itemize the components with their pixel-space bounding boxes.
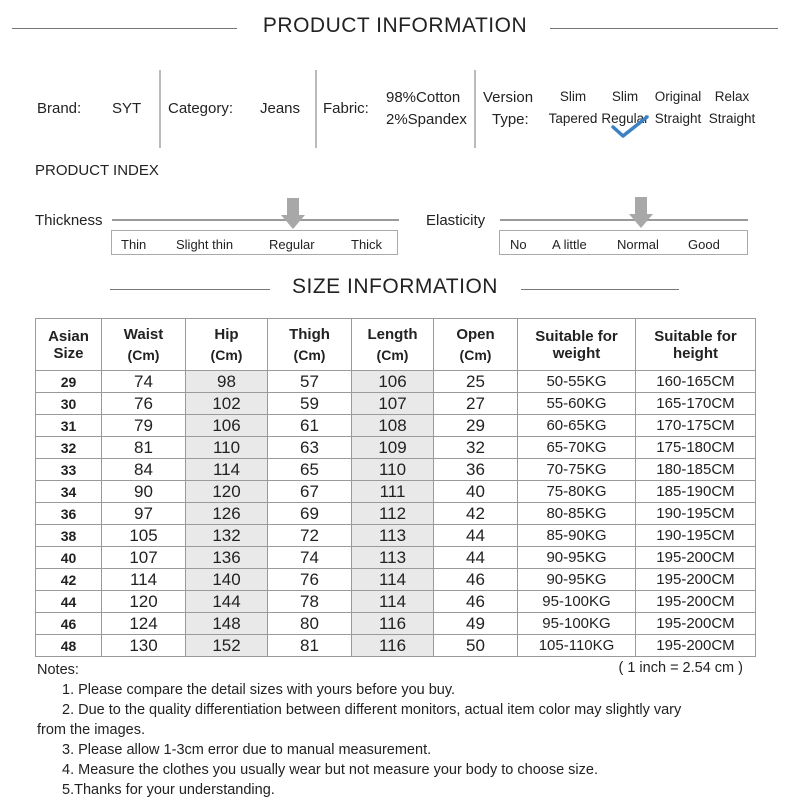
- cell-thigh: 72: [268, 525, 352, 547]
- cell-length: 110: [352, 459, 434, 481]
- cell-open: 50: [434, 635, 518, 657]
- cell-open: 29: [434, 415, 518, 437]
- cell-size: 34: [36, 481, 102, 503]
- cell-hip: 110: [186, 437, 268, 459]
- table-row: [36, 635, 756, 657]
- cell-height: 190-195CM: [636, 503, 756, 525]
- cell-waist: 76: [102, 393, 186, 415]
- cell-waist: 114: [102, 569, 186, 591]
- cell-waist: 105: [102, 525, 186, 547]
- column-header-asian-size: [36, 319, 102, 371]
- product-information-header: [0, 14, 790, 44]
- column-header-thigh: [268, 319, 352, 371]
- elasticity-option-no: No: [510, 237, 527, 252]
- fabric-line-1: 98%Cotton: [386, 89, 461, 106]
- cell-thigh: 74: [268, 547, 352, 569]
- cell-waist: 84: [102, 459, 186, 481]
- column-header-line: Open: [456, 326, 495, 343]
- cell-size: 31: [36, 415, 102, 437]
- cell-waist: 130: [102, 635, 186, 657]
- elasticity-scale-box: [499, 230, 748, 255]
- cell-hip: 132: [186, 525, 268, 547]
- cell-thigh: 67: [268, 481, 352, 503]
- category-value: Jeans: [260, 100, 301, 117]
- cell-open: 49: [434, 613, 518, 635]
- cell-height: 195-200CM: [636, 591, 756, 613]
- note-item: 5.Thanks for your understanding.: [62, 782, 275, 798]
- column-header-line: weight: [552, 344, 601, 362]
- cell-size: 48: [36, 635, 102, 657]
- version-type-slim-tapered-line-1: Slim: [559, 89, 587, 104]
- brand-value: SYT: [112, 100, 142, 117]
- cell-hip: 152: [186, 635, 268, 657]
- cell-thigh: 63: [268, 437, 352, 459]
- cell-length: 106: [352, 371, 434, 393]
- size-table: [35, 318, 756, 657]
- table-row: [36, 415, 756, 437]
- column-header-line: Thigh: [289, 326, 330, 343]
- cell-open: 44: [434, 547, 518, 569]
- cell-thigh: 65: [268, 459, 352, 481]
- version-type-original-straight-line-1: Original: [654, 89, 702, 104]
- cell-size: 46: [36, 613, 102, 635]
- cell-weight: 105-110KG: [518, 635, 636, 657]
- cell-height: 185-190CM: [636, 481, 756, 503]
- cell-height: 190-195CM: [636, 525, 756, 547]
- cell-hip: 120: [186, 481, 268, 503]
- cell-thigh: 57: [268, 371, 352, 393]
- version-label-line-2: Type:: [492, 111, 529, 128]
- version-type-slim-regular-line-1: Slim: [611, 89, 639, 104]
- cell-open: 46: [434, 591, 518, 613]
- note-item: 4. Measure the clothes you usually wear but not measure your body to choose size.: [62, 762, 598, 778]
- column-header-line: Suitable for: [654, 327, 737, 345]
- cell-open: 42: [434, 503, 518, 525]
- cell-weight: 75-80KG: [518, 481, 636, 503]
- cell-thigh: 81: [268, 635, 352, 657]
- cell-height: 195-200CM: [636, 635, 756, 657]
- cell-weight: 95-100KG: [518, 591, 636, 613]
- cell-thigh: 76: [268, 569, 352, 591]
- cell-size: 33: [36, 459, 102, 481]
- cell-open: 25: [434, 371, 518, 393]
- table-row: [36, 459, 756, 481]
- thickness-option-regular: Regular: [269, 237, 315, 252]
- column-header-unit: (Cm): [459, 347, 492, 363]
- table-row: [36, 437, 756, 459]
- note-item-continuation: from the images.: [37, 722, 145, 738]
- product-info-row: [0, 70, 790, 148]
- note-item: 3. Please allow 1-3cm error due to manual measurement.: [62, 742, 432, 758]
- cell-height: 195-200CM: [636, 569, 756, 591]
- version-type-relax-straight-line-1: Relax: [714, 89, 750, 104]
- elasticity-indicator-arrow-icon: [628, 196, 654, 230]
- cell-height: 180-185CM: [636, 459, 756, 481]
- info-divider: [315, 70, 317, 148]
- cell-waist: 74: [102, 371, 186, 393]
- cell-weight: 95-100KG: [518, 613, 636, 635]
- cell-length: 109: [352, 437, 434, 459]
- info-divider: [159, 70, 161, 148]
- cell-weight: 70-75KG: [518, 459, 636, 481]
- column-header-unit: (Cm): [127, 347, 160, 363]
- thickness-option-thin: Thin: [121, 237, 147, 252]
- elasticity-label: Elasticity: [426, 212, 486, 229]
- thickness-scale-box: [111, 230, 398, 255]
- note-item: 1. Please compare the detail sizes with yours before you buy.: [62, 682, 456, 698]
- cell-hip: 126: [186, 503, 268, 525]
- elasticity-option-normal: Normal: [617, 237, 659, 252]
- version-type-slim-regular-line-2: Regular: [601, 111, 649, 126]
- cell-hip: 140: [186, 569, 268, 591]
- cell-size: 29: [36, 371, 102, 393]
- table-row: [36, 591, 756, 613]
- cell-length: 113: [352, 547, 434, 569]
- table-row: [36, 547, 756, 569]
- thickness-option-thick: Thick: [351, 237, 383, 252]
- size-information-title: SIZE INFORMATION: [292, 275, 498, 298]
- cell-hip: 102: [186, 393, 268, 415]
- column-header-line: Length: [367, 326, 418, 343]
- size-table-header-row: [36, 319, 756, 371]
- brand-label: Brand:: [37, 100, 82, 117]
- cell-weight: 55-60KG: [518, 393, 636, 415]
- column-header-length: [352, 319, 434, 371]
- cell-length: 113: [352, 525, 434, 547]
- cell-weight: 85-90KG: [518, 525, 636, 547]
- cell-size: 40: [36, 547, 102, 569]
- cell-thigh: 78: [268, 591, 352, 613]
- column-header-open: [434, 319, 518, 371]
- cell-size: 38: [36, 525, 102, 547]
- cell-height: 165-170CM: [636, 393, 756, 415]
- version-type-slim-tapered-line-2: Tapered: [548, 111, 598, 126]
- elasticity-option-good: Good: [688, 237, 720, 252]
- cell-hip: 98: [186, 371, 268, 393]
- cell-open: 44: [434, 525, 518, 547]
- column-header-line: Asian: [48, 327, 89, 345]
- cell-open: 32: [434, 437, 518, 459]
- cell-height: 170-175CM: [636, 415, 756, 437]
- cell-weight: 65-70KG: [518, 437, 636, 459]
- cell-waist: 81: [102, 437, 186, 459]
- version-label-line-1: Version: [483, 89, 534, 106]
- cell-weight: 80-85KG: [518, 503, 636, 525]
- cell-size: 32: [36, 437, 102, 459]
- table-row: [36, 393, 756, 415]
- column-header-unit: (Cm): [376, 347, 409, 363]
- header-line-right: [550, 28, 778, 29]
- cell-weight: 90-95KG: [518, 569, 636, 591]
- note-item: 2. Due to the quality differentiation between different monitors, actual item color may slightly vary: [62, 702, 682, 718]
- cell-thigh: 69: [268, 503, 352, 525]
- column-header-weight: [518, 319, 636, 371]
- checkmark-icon: [610, 114, 650, 140]
- cell-hip: 144: [186, 591, 268, 613]
- cell-waist: 107: [102, 547, 186, 569]
- table-row: [36, 481, 756, 503]
- cell-length: 116: [352, 613, 434, 635]
- cell-hip: 136: [186, 547, 268, 569]
- elasticity-scale-line: [500, 219, 748, 221]
- version-type-original-straight-line-2: Straight: [654, 111, 702, 126]
- column-header-line: Waist: [123, 326, 164, 343]
- cell-waist: 120: [102, 591, 186, 613]
- cell-hip: 114: [186, 459, 268, 481]
- product-index-title: PRODUCT INDEX: [35, 162, 159, 179]
- cell-waist: 90: [102, 481, 186, 503]
- notes: [37, 660, 757, 800]
- cell-length: 108: [352, 415, 434, 437]
- header-line-right: [521, 289, 679, 290]
- column-header-line: Hip: [214, 326, 239, 343]
- column-header-line: Size: [53, 344, 84, 362]
- fabric-label: Fabric:: [323, 100, 369, 117]
- cell-waist: 97: [102, 503, 186, 525]
- size-table-body: [36, 371, 756, 657]
- cell-hip: 148: [186, 613, 268, 635]
- cell-height: 160-165CM: [636, 371, 756, 393]
- category-label: Category:: [168, 100, 234, 117]
- cell-length: 111: [352, 481, 434, 503]
- thickness-label: Thickness: [35, 212, 103, 229]
- column-header-waist: [102, 319, 186, 371]
- notes-title: Notes:: [37, 662, 79, 678]
- cell-length: 114: [352, 591, 434, 613]
- cell-thigh: 80: [268, 613, 352, 635]
- cell-length: 107: [352, 393, 434, 415]
- thickness-scale-line: [112, 219, 399, 221]
- cell-open: 27: [434, 393, 518, 415]
- product-information-title: PRODUCT INFORMATION: [262, 14, 528, 37]
- cell-length: 116: [352, 635, 434, 657]
- cell-thigh: 59: [268, 393, 352, 415]
- info-divider: [474, 70, 476, 148]
- cell-height: 195-200CM: [636, 613, 756, 635]
- cell-size: 36: [36, 503, 102, 525]
- column-header-unit: (Cm): [210, 347, 243, 363]
- column-header-line: Suitable for: [535, 327, 618, 345]
- column-header-height: [636, 319, 756, 371]
- cell-hip: 106: [186, 415, 268, 437]
- column-header-hip: [186, 319, 268, 371]
- cell-size: 30: [36, 393, 102, 415]
- cell-waist: 79: [102, 415, 186, 437]
- table-row: [36, 371, 756, 393]
- cell-weight: 90-95KG: [518, 547, 636, 569]
- cell-height: 195-200CM: [636, 547, 756, 569]
- table-row: [36, 525, 756, 547]
- cell-open: 36: [434, 459, 518, 481]
- cell-waist: 124: [102, 613, 186, 635]
- cell-length: 114: [352, 569, 434, 591]
- table-row: [36, 613, 756, 635]
- cell-weight: 60-65KG: [518, 415, 636, 437]
- column-header-unit: (Cm): [293, 347, 326, 363]
- cell-open: 40: [434, 481, 518, 503]
- cell-size: 44: [36, 591, 102, 613]
- table-row: [36, 503, 756, 525]
- column-header-line: height: [673, 344, 718, 362]
- cell-height: 175-180CM: [636, 437, 756, 459]
- cell-open: 46: [434, 569, 518, 591]
- size-information-header: [0, 275, 790, 305]
- table-row: [36, 569, 756, 591]
- cell-length: 112: [352, 503, 434, 525]
- cell-weight: 50-55KG: [518, 371, 636, 393]
- thickness-option-slight-thin: Slight thin: [176, 237, 234, 252]
- fabric-line-2: 2%Spandex: [386, 111, 467, 128]
- inch-conversion: ( 1 inch = 2.54 cm ): [618, 660, 743, 676]
- cell-thigh: 61: [268, 415, 352, 437]
- cell-size: 42: [36, 569, 102, 591]
- version-type-relax-straight-line-2: Straight: [708, 111, 756, 126]
- thickness-indicator-arrow-icon: [280, 197, 306, 231]
- elasticity-option-a-little: A little: [552, 237, 587, 252]
